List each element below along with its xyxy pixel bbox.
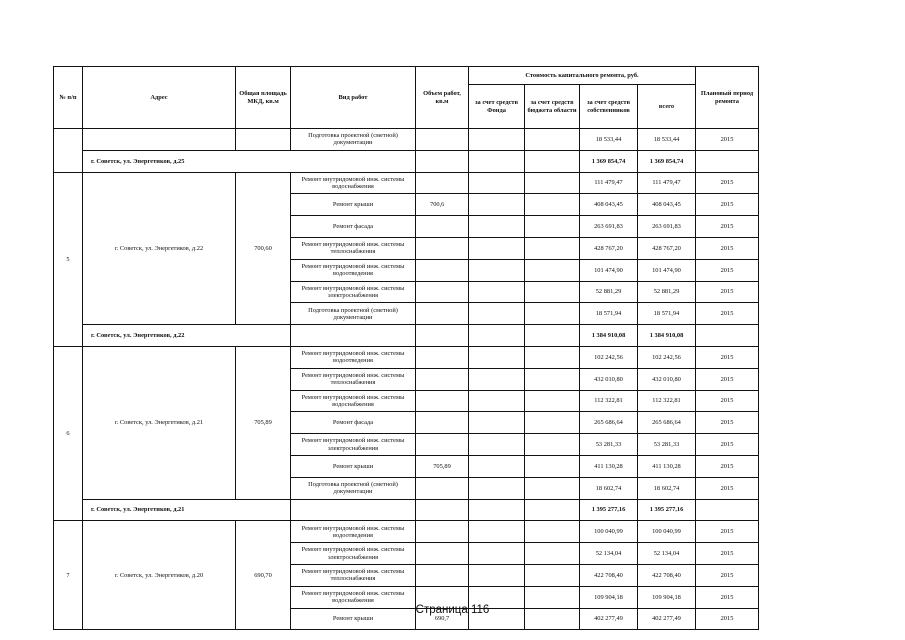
fund-cell	[469, 194, 525, 216]
owners-cell: 1 384 910,08	[580, 325, 638, 347]
year-cell: 2015	[696, 543, 759, 565]
header-row	[54, 67, 759, 85]
total-cell: 1 369 854,74	[638, 150, 696, 172]
budget-cell	[525, 150, 580, 172]
owners-cell: 18 571,94	[580, 303, 638, 325]
budget-cell	[525, 543, 580, 565]
fund-cell	[469, 499, 525, 521]
year-cell: 2015	[696, 434, 759, 456]
fund-cell	[469, 172, 525, 194]
owners-cell: 1 369 854,74	[580, 150, 638, 172]
fund-cell	[469, 477, 525, 499]
volume-cell: 700,6	[416, 194, 469, 216]
year-cell: 2015	[696, 281, 759, 303]
year-cell: 2015	[696, 521, 759, 543]
work-cell: Ремонт крыши	[291, 455, 416, 477]
volume-cell: 705,89	[416, 455, 469, 477]
header-total: всего	[638, 85, 696, 129]
owners-cell: 100 040,99	[580, 521, 638, 543]
volume-cell	[416, 303, 469, 325]
year-cell: 2015	[696, 608, 759, 630]
budget-cell	[525, 216, 580, 238]
subtotal-label: г. Советск, ул. Энергетиков, д.25	[83, 150, 416, 172]
year-cell: 2015	[696, 129, 759, 151]
work-cell	[291, 325, 416, 347]
total-cell: 112 322,81	[638, 390, 696, 412]
volume-cell	[416, 368, 469, 390]
year-cell: 2015	[696, 303, 759, 325]
fund-cell	[469, 237, 525, 259]
volume-cell	[416, 237, 469, 259]
budget-cell	[525, 303, 580, 325]
total-cell: 428 767,20	[638, 237, 696, 259]
capital-repair-table	[53, 66, 759, 630]
year-cell: 2015	[696, 216, 759, 238]
owners-cell: 53 281,33	[580, 434, 638, 456]
total-cell: 109 904,18	[638, 586, 696, 608]
owners-cell: 18 533,44	[580, 129, 638, 151]
volume-cell	[416, 325, 469, 347]
total-cell: 101 474,90	[638, 259, 696, 281]
address-cell: г. Советск, ул. Энергетиков, д.22	[83, 172, 236, 325]
work-cell: Ремонт фасада	[291, 216, 416, 238]
owners-cell: 18 602,74	[580, 477, 638, 499]
owners-cell: 102 242,56	[580, 346, 638, 368]
fund-cell	[469, 303, 525, 325]
owners-cell: 52 881,29	[580, 281, 638, 303]
budget-cell	[525, 368, 580, 390]
work-cell: Ремонт внутридомовой инж. системы электроснабжения	[291, 434, 416, 456]
fund-cell	[469, 281, 525, 303]
page-number: Страница 116	[415, 604, 490, 616]
address-cell	[83, 129, 236, 151]
owners-cell: 1 395 277,16	[580, 499, 638, 521]
year-cell: 2015	[696, 412, 759, 434]
owners-cell: 265 686,64	[580, 412, 638, 434]
header-owners: за счет средств собственников	[580, 85, 638, 129]
owners-cell: 422 708,40	[580, 564, 638, 586]
owners-cell: 408 043,45	[580, 194, 638, 216]
volume-cell: 690,7	[416, 608, 469, 630]
work-cell: Подготовка проектной (сметной) документации	[291, 477, 416, 499]
owners-cell: 263 691,83	[580, 216, 638, 238]
total-cell: 102 242,56	[638, 346, 696, 368]
budget-cell	[525, 499, 580, 521]
budget-cell	[525, 259, 580, 281]
work-cell: Ремонт внутридомовой инж. системы теплоснабжения	[291, 368, 416, 390]
budget-cell	[525, 325, 580, 347]
budget-cell	[525, 194, 580, 216]
subtotal-row	[54, 150, 759, 172]
header-cost-group: Стоимость капитального ремонта, руб.	[469, 67, 696, 85]
budget-cell	[525, 521, 580, 543]
fund-cell	[469, 346, 525, 368]
budget-cell	[525, 455, 580, 477]
budget-cell	[525, 281, 580, 303]
fund-cell	[469, 259, 525, 281]
year-cell: 2015	[696, 586, 759, 608]
fund-cell	[469, 129, 525, 151]
budget-cell	[525, 412, 580, 434]
owners-cell: 428 767,20	[580, 237, 638, 259]
work-cell	[291, 499, 416, 521]
fund-cell	[469, 455, 525, 477]
volume-cell	[416, 129, 469, 151]
volume-cell	[416, 477, 469, 499]
volume-cell	[416, 521, 469, 543]
total-cell: 52 881,29	[638, 281, 696, 303]
year-cell: 2015	[696, 194, 759, 216]
total-cell: 265 686,64	[638, 412, 696, 434]
budget-cell	[525, 346, 580, 368]
table-row	[54, 172, 759, 194]
volume-cell	[416, 390, 469, 412]
work-cell: Ремонт внутридомовой инж. системы водоотведения	[291, 346, 416, 368]
total-cell: 18 533,44	[638, 129, 696, 151]
table-row	[54, 129, 759, 151]
address-cell: г. Советск, ул. Энергетиков, д.20	[83, 521, 236, 630]
area-cell: 705,89	[236, 346, 291, 499]
volume-cell	[416, 564, 469, 586]
table-row	[54, 521, 759, 543]
volume-cell	[416, 281, 469, 303]
work-cell: Ремонт внутридомовой инж. системы водоснабжения	[291, 586, 416, 608]
total-cell: 402 277,49	[638, 608, 696, 630]
volume-cell	[416, 172, 469, 194]
work-cell: Ремонт крыши	[291, 608, 416, 630]
header-budget: за счет средств бюджета области	[525, 85, 580, 129]
budget-cell	[525, 129, 580, 151]
fund-cell	[469, 412, 525, 434]
header-volume: Объем работ, кв.м	[416, 67, 469, 129]
year-cell	[696, 150, 759, 172]
total-cell: 53 281,33	[638, 434, 696, 456]
budget-cell	[525, 434, 580, 456]
fund-cell	[469, 150, 525, 172]
total-cell: 18 571,94	[638, 303, 696, 325]
year-cell	[696, 499, 759, 521]
work-cell: Подготовка проектной (сметной) документации	[291, 129, 416, 151]
year-cell: 2015	[696, 564, 759, 586]
work-cell: Ремонт внутридомовой инж. системы водоснабжения	[291, 390, 416, 412]
owners-cell: 432 010,80	[580, 368, 638, 390]
work-cell: Ремонт внутридомовой инж. системы водоотведения	[291, 259, 416, 281]
fund-cell	[469, 434, 525, 456]
total-cell: 18 602,74	[638, 477, 696, 499]
budget-cell	[525, 237, 580, 259]
header-period: Плановый период ремонта	[696, 67, 759, 129]
area-cell	[236, 129, 291, 151]
owners-cell: 411 130,28	[580, 455, 638, 477]
year-cell: 2015	[696, 390, 759, 412]
budget-cell	[525, 390, 580, 412]
year-cell: 2015	[696, 368, 759, 390]
work-cell: Ремонт фасада	[291, 412, 416, 434]
total-cell: 408 043,45	[638, 194, 696, 216]
address-cell: г. Советск, ул. Энергетиков, д.21	[83, 346, 236, 499]
subtotal-row	[54, 499, 759, 521]
fund-cell	[469, 521, 525, 543]
year-cell: 2015	[696, 237, 759, 259]
volume-cell	[416, 499, 469, 521]
area-cell: 700,60	[236, 172, 291, 325]
total-cell: 263 691,83	[638, 216, 696, 238]
owners-cell: 109 904,18	[580, 586, 638, 608]
header-num: № п/п	[54, 67, 83, 129]
fund-cell	[469, 368, 525, 390]
budget-cell	[525, 564, 580, 586]
year-cell: 2015	[696, 259, 759, 281]
work-cell: Ремонт внутридомовой инж. системы электроснабжения	[291, 281, 416, 303]
work-cell: Ремонт внутридомовой инж. системы водоснабжения	[291, 172, 416, 194]
total-cell: 100 040,99	[638, 521, 696, 543]
header-work-type: Вид работ	[291, 67, 416, 129]
num-cell	[54, 129, 83, 173]
year-cell	[696, 325, 759, 347]
total-cell: 411 130,28	[638, 455, 696, 477]
owners-cell: 112 322,81	[580, 390, 638, 412]
budget-cell	[525, 172, 580, 194]
work-cell: Подготовка проектной (сметной) документации	[291, 303, 416, 325]
owners-cell: 402 277,49	[580, 608, 638, 630]
num-cell: 5	[54, 172, 83, 346]
fund-cell	[469, 564, 525, 586]
work-cell: Ремонт внутридомовой инж. системы электроснабжения	[291, 543, 416, 565]
table-row	[54, 346, 759, 368]
header-address: Адрес	[83, 67, 236, 129]
volume-cell	[416, 346, 469, 368]
fund-cell	[469, 390, 525, 412]
year-cell: 2015	[696, 455, 759, 477]
year-cell: 2015	[696, 346, 759, 368]
work-cell: Ремонт внутридомовой инж. системы теплоснабжения	[291, 237, 416, 259]
year-cell: 2015	[696, 172, 759, 194]
fund-cell	[469, 325, 525, 347]
num-cell: 6	[54, 346, 83, 520]
owners-cell: 111 479,47	[580, 172, 638, 194]
volume-cell	[416, 434, 469, 456]
budget-cell	[525, 477, 580, 499]
volume-cell	[416, 150, 469, 172]
work-cell: Ремонт внутридомовой инж. системы водоотведения	[291, 521, 416, 543]
volume-cell	[416, 216, 469, 238]
total-cell: 111 479,47	[638, 172, 696, 194]
volume-cell	[416, 543, 469, 565]
volume-cell	[416, 412, 469, 434]
total-cell: 1 384 910,08	[638, 325, 696, 347]
header-area: Общая площадь МКД, кв.м	[236, 67, 291, 129]
header-fund: за счет средств Фонда	[469, 85, 525, 129]
owners-cell: 101 474,90	[580, 259, 638, 281]
total-cell: 1 395 277,16	[638, 499, 696, 521]
subtotal-row	[54, 325, 759, 347]
total-cell: 432 010,80	[638, 368, 696, 390]
num-cell: 7	[54, 521, 83, 630]
work-cell: Ремонт внутридомовой инж. системы теплоснабжения	[291, 564, 416, 586]
year-cell: 2015	[696, 477, 759, 499]
subtotal-label: г. Советск, ул. Энергетиков, д.22	[83, 325, 291, 347]
subtotal-label: г. Советск, ул. Энергетиков, д.21	[83, 499, 291, 521]
total-cell: 422 708,40	[638, 564, 696, 586]
fund-cell	[469, 216, 525, 238]
volume-cell	[416, 259, 469, 281]
total-cell: 52 134,04	[638, 543, 696, 565]
work-cell: Ремонт крыши	[291, 194, 416, 216]
area-cell: 690,70	[236, 521, 291, 630]
fund-cell	[469, 543, 525, 565]
owners-cell: 52 134,04	[580, 543, 638, 565]
